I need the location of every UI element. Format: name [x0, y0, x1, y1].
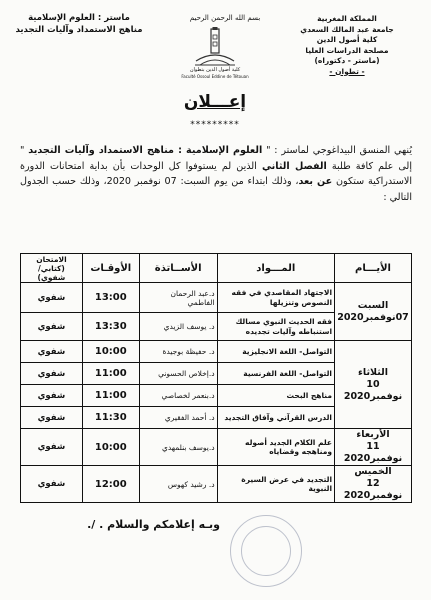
table-row [21, 429, 412, 466]
basmala: بسم الله الرحمن الرحيم [189, 14, 261, 22]
professor-cell: د.إخلاص الحسوني [139, 363, 217, 385]
exam-type-cell: شفوي [21, 341, 83, 363]
exam-type-cell: شفوي [21, 283, 83, 313]
master-name: ماستر : العلوم الإسلامية [28, 13, 130, 23]
exam-type-cell: شفوي [21, 363, 83, 385]
subject-cell: التجديد في عرض السيرة النبوية [217, 466, 334, 503]
header-professors: الأســاتذة [139, 254, 217, 283]
day-name: السبت [357, 299, 389, 311]
day-cell [335, 466, 412, 503]
faculty-name: كلية أصول الدين [316, 35, 378, 44]
professor-cell: د.بنعمر لخصاصي [139, 385, 217, 407]
announcement-paragraph [20, 143, 412, 205]
semester-bold: الفصل الثاني [261, 160, 327, 172]
subject-cell: الدرس القرآني وآفاق التجديد [217, 407, 334, 429]
professor-cell: د. حفيظة بوجيدة [139, 341, 217, 363]
remote-bold: عن بعد [298, 176, 333, 187]
exam-type-cell: شفوي [21, 313, 83, 341]
header-days: الأيـــام [335, 254, 412, 283]
university-name: جامعة عبد المالك السعدي [300, 24, 394, 34]
master-header [14, 12, 144, 36]
professor-cell: د. يوسف الزيدي [139, 313, 217, 341]
day-date: 11 نوفمبر2020 [343, 441, 403, 464]
time-cell: 13:00 [82, 283, 139, 313]
exam-type-cell: شفوي [21, 466, 83, 503]
time-cell: 13:30 [82, 313, 139, 341]
table-row [21, 341, 412, 363]
subject-cell: الاجتهاد المقاصدي في فقه النصوص وتنزيلها [217, 283, 334, 313]
time-cell: 11:00 [82, 385, 139, 407]
time-cell: 11:30 [82, 407, 139, 429]
professor-cell: د. رشيد كهوس [139, 466, 217, 503]
day-cell [335, 429, 412, 466]
day-cell [335, 341, 412, 429]
department-name: مصلحة الدراسات العليا [305, 45, 389, 55]
professor-cell: د.عبد الرحمان الفاطمي [139, 283, 217, 313]
table-row [21, 283, 412, 313]
paragraph-text-2: " إلى علم كافة طلبة [20, 145, 412, 172]
time-cell: 10:00 [82, 429, 139, 466]
faculty-logo-icon [190, 27, 240, 67]
professor-cell: د.يوسف بنلمهدي [139, 429, 217, 466]
header-subjects: المـــواد [217, 254, 334, 283]
day-name: الأربعاء [356, 429, 390, 440]
subject-cell: فقه الحديث النبوي مسالك استنباطه وآليات تجديده [217, 313, 334, 341]
day-date: 12 نوفمبر2020 [343, 478, 403, 501]
professor-cell: د. أحمد الفقيري [139, 407, 217, 429]
master-subtitle: مناهج الاستمداد وآليات التجديد [15, 25, 143, 35]
header-times: الأوقـات [82, 254, 139, 283]
table-header-row [21, 254, 412, 283]
exam-schedule-table [20, 253, 412, 503]
day-date: 07نوفمبر2020 [337, 311, 409, 323]
city-name: - تطوان - [329, 66, 365, 76]
header-exam-type: الامتحان (كتابي/ شفوي) [21, 254, 83, 283]
day-cell [335, 283, 412, 341]
logo-caption-arabic: كلية أصول الدين بتطوان [189, 67, 241, 73]
page-title: إعـــلان [183, 92, 247, 112]
paragraph-text-4: ، وذلك ابتداء من يوم السبت: 07 نوفمبر 2020، وذلك حسب الجدول التالي : [20, 176, 412, 203]
exam-type-cell: شفوي [21, 429, 83, 466]
table-row [21, 466, 412, 503]
exam-type-cell: شفوي [21, 407, 83, 429]
paragraph-text-3: الذين لم يستوفوا كل الوحدات بأن بداية امتحانات الدورة الاستدراكية ستكون [20, 160, 412, 187]
day-name: الخميس [354, 466, 392, 477]
official-stamp-icon [230, 515, 302, 587]
subject-cell: التواصل- اللغة الفرنسية [217, 363, 334, 385]
institution-header [277, 14, 417, 77]
paragraph-text-1: يُنهي المنسق البيداغوجي لماستر : " [262, 145, 412, 156]
exam-type-cell: شفوي [21, 385, 83, 407]
master-title-bold: العلوم الإسلامية : مناهج الاستمداد وآليات التجديد [28, 145, 263, 156]
closing-line: وبـه إعلامكم والسلام . /. [87, 518, 220, 531]
subject-cell: التواصل- اللغة الانجليزية [217, 341, 334, 363]
title-separator: ********* [190, 120, 240, 130]
subject-cell: علم الكلام الجديد أصوله ومناهجه وقضاياه [217, 429, 334, 466]
program-level: (ماستر - دكتوراه) [314, 56, 380, 65]
kingdom-name: المملكة المغربية [317, 14, 377, 23]
time-cell: 11:00 [82, 363, 139, 385]
subject-cell: مناهج البحث [217, 385, 334, 407]
day-name: الثلاثاء [358, 366, 388, 378]
day-date: 10 نوفمبر2020 [343, 378, 403, 402]
time-cell: 12:00 [82, 466, 139, 503]
logo-caption-french: Faculté Ossoul Eddine de Tétouan [181, 74, 249, 79]
time-cell: 10:00 [82, 341, 139, 363]
